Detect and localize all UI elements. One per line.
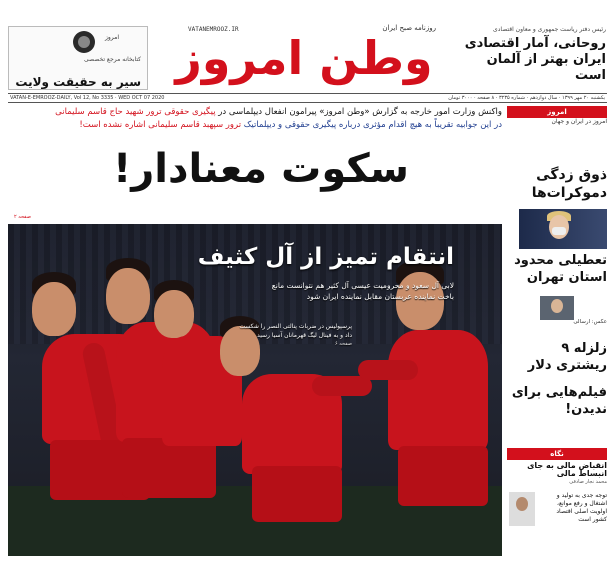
sidebar-headline-3: زلزله ۹ ریشتری دلار — [527, 341, 607, 373]
masthead-logo — [156, 24, 452, 92]
sidebar-column-author: محمد نجار صادقی — [569, 479, 607, 485]
photo-caption-secondary — [232, 322, 352, 349]
sidebar-small-text: عکس: ارسالی — [573, 319, 607, 325]
sidebar-headline-2: تعطیلی محدود استان تهران — [514, 253, 607, 285]
sidebar-column-text: توجه جدی به تولید و اشتغال و رفع موانع، اولویت اصلی اقتصاد کشور است — [556, 492, 607, 523]
sidebar-headline-4: فیلم‌هایی برای ندیدن! — [511, 385, 607, 417]
photo-page-number: صفحه ۶ — [335, 341, 352, 347]
photo-title: انتقام تمیز از آل کثیف — [197, 244, 454, 270]
sidebar-top-text: امروز در ایران و جهان — [551, 118, 607, 125]
sidebar-column-title: انقباض مالی به جای انبساط مالی — [527, 461, 607, 478]
seal-icon — [73, 31, 95, 53]
sidebar-column — [507, 448, 607, 556]
issue-info-persian: یکشنبه ۲۰ مهر ۱۳۹۹ · سال دوازدهم · شماره ۳۲۳۵ · ۸ صفحه · ۳۰۰۰ تومان — [448, 95, 605, 101]
deck-line-2 — [8, 119, 502, 132]
photo-caption-secondary-text: پرسپولیس در ضربات پنالتی النصر را شکست داد و به فینال لیگ قهرمانان آسیا رسید — [239, 323, 352, 339]
issue-info-latin: VATAN-E-EMROOZ-DAILY, Vol 12, No 3335 · WED OCT 07 2020 — [10, 95, 165, 101]
logo-url: VATANEMROOZ.IR — [188, 26, 239, 33]
logo-wordmark: وطن امروز — [175, 31, 433, 85]
photo-caption: لابی آل سعود و محرومیت عیسی آل کثیر هم نتوانست مانع باخت نماینده عربستان مقابل نماینده ایران شود — [271, 281, 454, 301]
deck-line-2-a: در این جوابیه تقریباً به هیچ اقدام مؤثری درباره پیگیری حقوقی و دیپلماتیک — [241, 120, 502, 130]
deck-line-1-a: واکنش وزارت امور خارجه به گزارش «وطن امروز» پیرامون انفعال دیپلماسی در — [215, 107, 502, 117]
masthead-left-headline: سیر به حقیقت ولایت — [15, 75, 141, 89]
sidebar-header: امروز — [507, 106, 607, 118]
deck — [8, 106, 502, 132]
main-headline: سکوت معنادار! — [113, 146, 409, 192]
headline-page-number: صفحه ۲ — [14, 214, 31, 220]
author-avatar — [509, 492, 535, 526]
sidebar-column-header: نگاه — [507, 448, 607, 460]
masthead-left-small: امروز — [105, 34, 119, 41]
sidebar-photo — [519, 209, 607, 249]
sidebar-photo-small — [540, 296, 574, 320]
lead-photo — [8, 224, 502, 556]
masthead-right-kicker: رئیس دفتر ریاست جمهوری و معاون اقتصادی — [493, 26, 606, 33]
logo-tagline: روزنامه صبح ایران — [382, 24, 436, 32]
deck-line-1-b: پیگیری حقوقی ترور شهید حاج قاسم سلیمانی — [55, 107, 216, 117]
masthead-right-box — [456, 26, 606, 86]
player-figure — [358, 260, 498, 556]
deck-line-1 — [8, 106, 502, 119]
player-figure — [212, 316, 372, 556]
masthead-left-lines: کتابخانه مرجع تخصصی — [84, 56, 141, 63]
sidebar-headline-1: ذوق زدگی دموکرات‌ها — [531, 167, 607, 201]
masthead-left-box — [8, 26, 148, 90]
deck-line-2-b: ترور سپهبد قاسم سلیمانی اشاره نشده است! — [79, 120, 242, 130]
issue-info-bar — [8, 93, 607, 103]
masthead-right-headline: روحانی، آمار اقتصادی ایران بهتر از آلمان است — [464, 36, 606, 83]
